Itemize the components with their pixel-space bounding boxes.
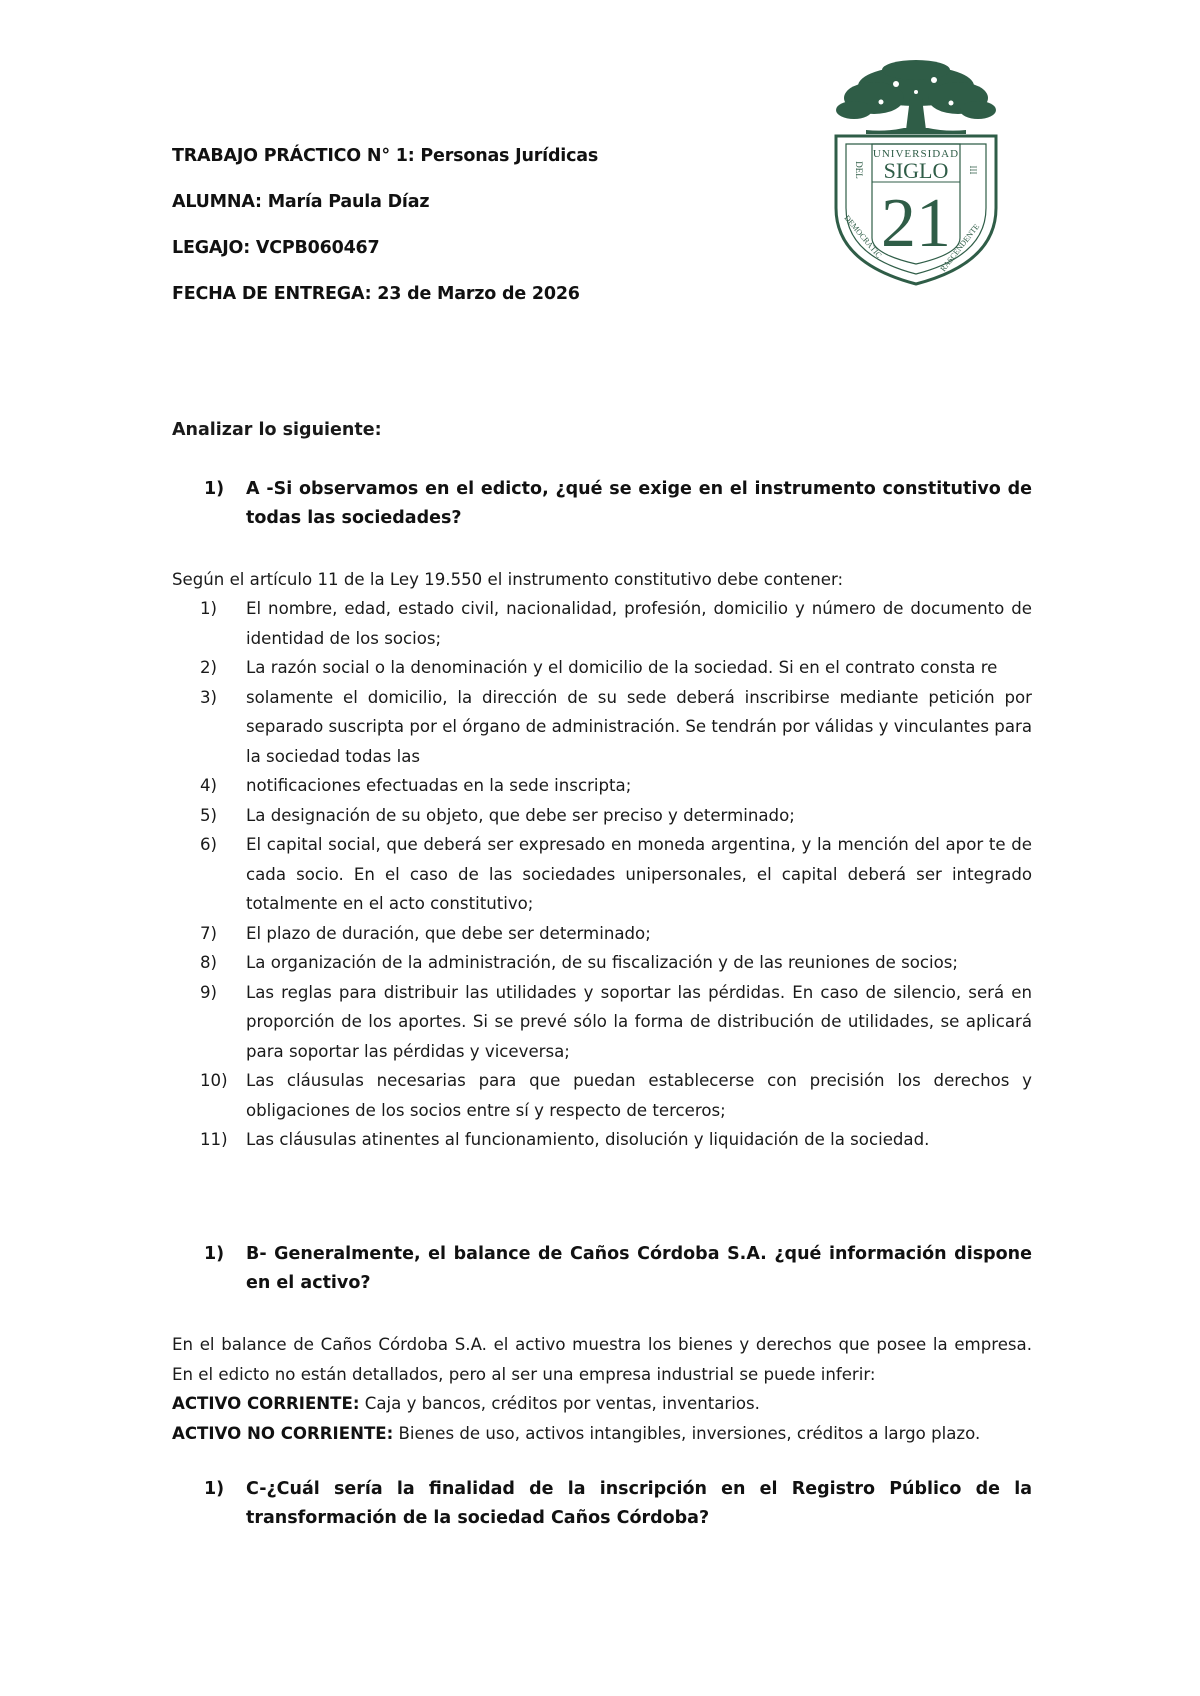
list-item: 5) La designación de su objeto, que debe ser preciso y determinado; (200, 805, 795, 825)
current-assets-line (172, 1389, 1032, 1419)
answer-a-list (172, 594, 1032, 1155)
answer-b (172, 1330, 1032, 1448)
list-item: 10) Las cláusulas necesarias para que puedan establecerse con precisión los derechos y obligaciones de los socios entre sí y respecto de terceros; (200, 1071, 1032, 1120)
answer-b-intro: En el balance de Caños Córdoba S.A. el activo muestra los bienes y derechos que posee la empresa. En el edicto no están detallados, pero al ser una empresa industrial se puede inferir: (172, 1335, 1032, 1384)
noncurrent-assets-label: ACTIVO NO CORRIENTE: (172, 1423, 394, 1443)
noncurrent-assets-text: Bienes de uso, activos intangibles, inversiones, créditos a largo plazo. (393, 1423, 981, 1443)
logo-arc-left: DEMOCRÁTIC (842, 213, 884, 260)
due-date: FECHA DE ENTREGA: 23 de Marzo de 2026 (172, 284, 580, 304)
list-item: 1) El nombre, edad, estado civil, nacionalidad, profesión, domicilio y número de documento de identidad de los socios; (200, 599, 1032, 648)
list-item: 9) Las reglas para distribuir las utilidades y soportar las pérdidas. En caso de silencio, será en proporción de los aportes. Si se prevé sólo la forma de distribución de utilidades, se aplicará para soportar las pérdidas y viceversa; (200, 982, 1032, 1061)
list-item: 2) La razón social o la denominación y el domicilio de la sociedad. Si en el contrato consta re (200, 658, 998, 677)
logo-arc-right: RASCENDENTE (938, 222, 982, 274)
student-name: ALUMNA: María Paula Díaz (172, 192, 430, 212)
answer-a-intro: Según el artículo 11 de la Ley 19.550 el instrumento constitutivo debe contener: (172, 570, 844, 589)
list-item: 6) El capital social, que deberá ser expresado en moneda argentina, y la mención del apor te de cada socio. En el caso de las sociedades unipersonales, el capital deberá ser integrado totalmente en el acto constitutivo; (200, 835, 1032, 913)
noncurrent-assets-line (172, 1419, 1032, 1449)
question-text: A -Si observamos en el edicto, ¿qué se exige en el instrumento constitutivo de todas las sociedades? (246, 479, 1032, 528)
current-assets-text: Caja y bancos, créditos por ventas, inventarios. (359, 1394, 760, 1413)
university-seal-icon (826, 58, 1006, 288)
assignment-title: TRABAJO PRÁCTICO N° 1: Personas Jurídicas (172, 146, 599, 166)
question-text: B- Generalmente, el balance de Caños Córdoba S.A. ¿qué información dispone en el activo? (246, 1244, 1032, 1293)
list-item: 3) solamente el domicilio, la dirección de su sede deberá inscribirse mediante petición por separado suscripta por el órgano de administración. Se tendrán por válidas y vinculantes para la sociedad todas las (200, 687, 1032, 766)
question-number: 1) (204, 1479, 225, 1499)
tree-icon (836, 60, 996, 134)
current-assets-label: ACTIVO CORRIENTE: (172, 1394, 360, 1413)
university-logo (826, 58, 1006, 288)
question-c (172, 1475, 1032, 1533)
logo-name: SIGLO (883, 158, 949, 183)
question-b (172, 1240, 1032, 1298)
list-item: 8) La organización de la administración, de su fiscalización y de las reuniones de socios; (200, 953, 958, 972)
question-text: C-¿Cuál sería la finalidad de la inscripción en el Registro Público de la transformación de la sociedad Caños Córdoba? (246, 1479, 1032, 1528)
list-item: 11) Las cláusulas atinentes al funcionamiento, disolución y liquidación de la sociedad. (200, 1130, 930, 1149)
question-a (172, 475, 1032, 533)
list-item: 4) notificaciones efectuadas en la sede inscripta; (200, 776, 632, 795)
section-heading: Analizar lo siguiente: (172, 420, 382, 440)
logo-number: 21 (881, 185, 951, 262)
list-item: 7) El plazo de duración, que debe ser determinado; (200, 923, 651, 943)
logo-side-left: DEL (854, 161, 864, 179)
logo-side-right: III (968, 165, 978, 175)
logo-top-text: UNIVERSIDAD (872, 148, 960, 160)
question-number: 1) (204, 1244, 225, 1264)
student-id: LEGAJO: VCPB060467 (172, 238, 380, 258)
question-number: 1) (204, 479, 225, 499)
